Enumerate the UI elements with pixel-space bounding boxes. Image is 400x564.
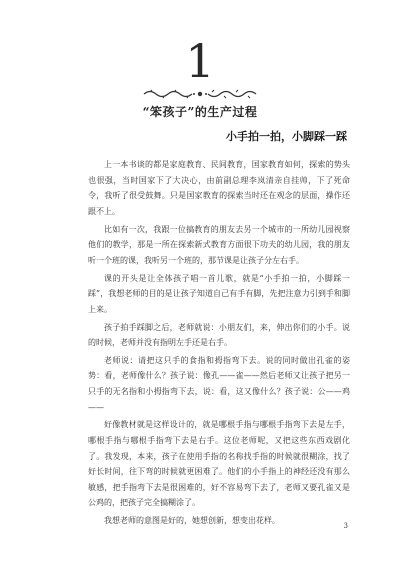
chapter-title: “笨孩子”的生产过程 [142, 105, 258, 119]
section-title: 小手拍一拍，小脚踩一踩 [226, 130, 347, 143]
ornament-divider [140, 88, 260, 100]
body-text [88, 157, 350, 529]
paragraph: 我想老师的意图是好的，她想创新，想变出花样。 [104, 516, 280, 526]
page-number: 3 [343, 522, 348, 530]
chapter-number: 1 [185, 34, 215, 88]
paragraph: 老师说：请把这只手的食指和拇指弯下去。说的同时做出孔雀的姿势：看，老师像什么？孩子说：像孔——雀——然后老师又让孩子把另一只手的无名指和小拇指弯下去，说：看，这又像什么？孩子说：公——鸡—— [88, 355, 350, 412]
paragraph: 孩子拍手踩脚之后，老师就说：小朋友们，来，伸出你们的小手。说的时候，老师并没有指明左手还是右手。 [88, 322, 350, 348]
paragraph: 课的开头是让全体孩子唱一首儿歌，就是“小手拍一拍，小脚踩一踩”，我想老师的目的是让孩子知道自己有手有脚，先把注意力引到手和脚上来。 [88, 273, 350, 314]
paragraph: 比如有一次，我跟一位搞教育的朋友去另一个城市的一所幼儿园视察他们的教学，那是一所在探索新式教育方面很下功夫的幼儿园，我的朋友听一个班的课，我听另一个班的，那节课是让孩子分左右手。 [88, 224, 350, 265]
paragraph: 好像教材就是这样设计的，就是哪根手指与哪根手指弯下去是左手，哪根手指与哪根手指弯下去是右手。这位老师呢，又把这些东西戏剧化了。我发现，本来，孩子在使用手指的名称找手指的时候就很糊涂，找了好长时间，往下弯的时候就更困难了。他们的小手指上的神经还没有那么敏感，把手指弯下去是很困难的，好不容易弯下去了，老师又要孔雀又是公鸡的，把孩子完全搞糊涂了。 [88, 420, 350, 508]
paragraph: 上一本书谈的都是家庭教育、民间教育，国家教育如何，探索的势头也很强，当时国家下了大决心，由前副总理李岚清亲自挂帅，下了死命令，我听了很受鼓舞。只是国家教育的探索当时还在观念的层面，操作还跟不上。 [88, 160, 350, 216]
